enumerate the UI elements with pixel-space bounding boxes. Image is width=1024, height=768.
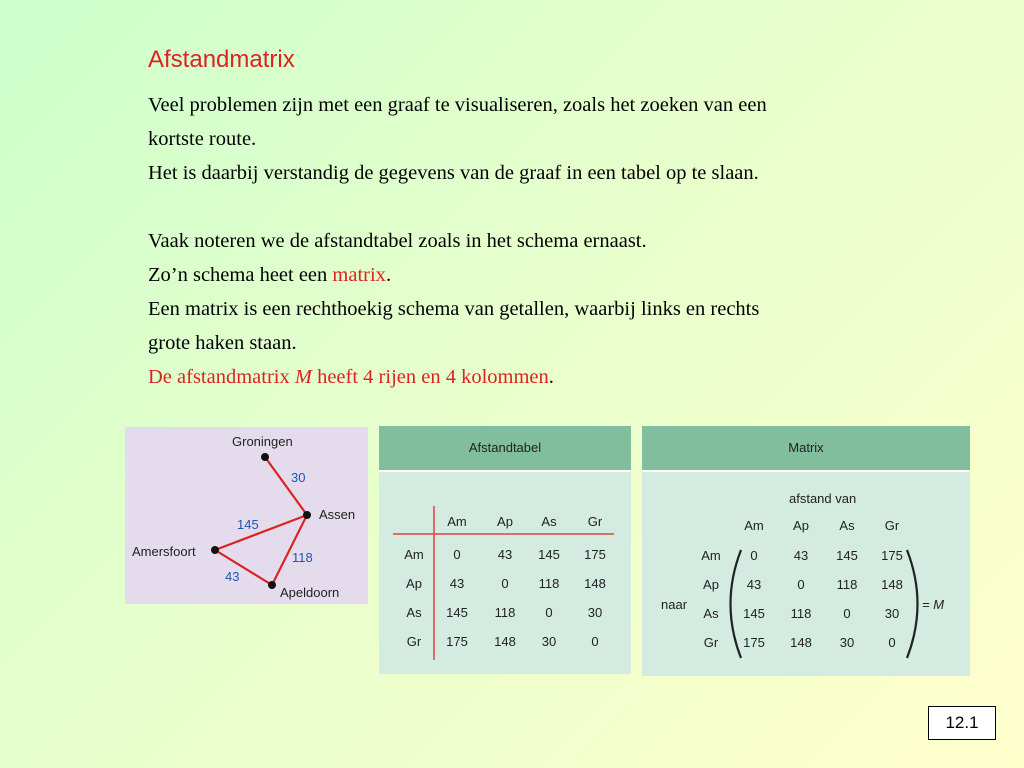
edge-groningen-assen: [265, 457, 307, 515]
matrix-cell: 118: [790, 606, 812, 621]
matrix-panel: [642, 426, 970, 676]
matrix-cell: 0: [843, 606, 851, 621]
matrix-cell: 43: [746, 577, 762, 592]
matrix-left-bracket: [731, 550, 742, 658]
afstandtabel-column-header: Gr: [587, 514, 603, 529]
matrix-column-caption: afstand van: [789, 491, 857, 506]
node-assen: [303, 511, 311, 519]
node-apeldoorn: [268, 581, 276, 589]
node-amersfoort: [211, 546, 219, 554]
afstandtabel-cell: 145: [446, 605, 468, 620]
matrix-cell: 175: [881, 548, 903, 563]
distance-amersfoort-assen: 145: [237, 517, 259, 532]
afstandtabel-cell: 0: [545, 605, 553, 620]
distance-groningen-assen: 30: [291, 470, 306, 485]
matrix-cell: 118: [836, 577, 858, 592]
label-assen: Assen: [319, 507, 356, 522]
afstandtabel-cell: 145: [538, 547, 560, 562]
afstandtabel-grid: [379, 472, 631, 674]
label-groningen: Groningen: [232, 434, 293, 449]
afstandtabel-cell: 30: [587, 605, 603, 620]
matrix-result: = M: [922, 597, 945, 612]
afstandtabel-cell: 30: [541, 634, 557, 649]
slide-body: [148, 88, 948, 394]
slide-title: Afstandmatrix: [148, 46, 295, 73]
matrix-row-caption: naar: [661, 597, 688, 612]
afstandtabel-cell: 0: [591, 634, 599, 649]
afstandtabel-row-header: As: [406, 605, 422, 620]
node-groningen: [261, 453, 269, 461]
paragraph-5-line-1: Een matrix is een rechthoekig schema van getallen, waarbij links en rechts: [148, 298, 760, 320]
afstandtabel-cell: 148: [494, 634, 516, 649]
distance-amersfoort-apeldoorn: 43: [225, 569, 240, 584]
paragraph-6-text: De afstandmatrix: [148, 366, 295, 388]
matrix-header: Matrix: [642, 426, 970, 472]
afstandtabel-panel: [379, 426, 631, 674]
afstandtabel-row-header: Gr: [406, 634, 422, 649]
paragraph-6-end: .: [548, 366, 554, 388]
distance-apeldoorn-assen: 118: [292, 550, 313, 565]
label-apeldoorn: Apeldoorn: [280, 585, 340, 600]
afstandtabel-cell: 0: [501, 576, 509, 591]
edge-amersfoort-apeldoorn: [215, 550, 272, 585]
matrix-cell: 43: [793, 548, 809, 563]
matrix-row-header: Ap: [703, 577, 719, 592]
matrix-cell: 30: [839, 635, 855, 650]
matrix-right-bracket: [907, 550, 918, 658]
afstandtabel-cell: 175: [584, 547, 606, 562]
paragraph-5-line-2: grote haken staan.: [148, 332, 297, 354]
paragraph-6-rest: heeft 4 rijen en 4 kolommen: [311, 366, 549, 388]
paragraph-4-end: .: [385, 264, 392, 286]
matrix-variable: M: [294, 366, 312, 388]
matrix-cell: 145: [836, 548, 858, 563]
paragraph-2: Het is daarbij verstandig de gegevens van de graaf in een tabel op te slaan.: [148, 162, 759, 184]
graph-panel: [125, 427, 368, 604]
afstandtabel-column-header: Ap: [497, 514, 513, 529]
paragraph-4-text: Zo’n schema heet een: [148, 264, 333, 286]
matrix-cell: 145: [743, 606, 765, 621]
matrix-cell: 148: [790, 635, 812, 650]
paragraph-1-line-1: Veel problemen zijn met een graaf te visualiseren, zoals het zoeken van een: [148, 94, 767, 116]
afstandtabel-cell: 118: [538, 576, 560, 591]
afstandtabel-column-header: Am: [447, 514, 467, 529]
paragraph-1-line-2: kortste route.: [148, 128, 257, 150]
matrix-column-header: Gr: [884, 518, 900, 533]
matrix-row-header: Am: [701, 548, 721, 563]
matrix-column-header: As: [839, 518, 855, 533]
afstandtabel-header: Afstandtabel: [379, 426, 631, 472]
matrix-cell: 175: [743, 635, 765, 650]
paragraph-3: Vaak noteren we de afstandtabel zoals in het schema ernaast.: [148, 230, 647, 252]
afstandtabel-row-header: Ap: [406, 576, 422, 591]
matrix-row-header: As: [703, 606, 719, 621]
paragraph-4: [148, 258, 948, 292]
matrix-column-header: Ap: [793, 518, 809, 533]
matrix-cell: 0: [797, 577, 805, 592]
afstandtabel-cell: 43: [497, 547, 513, 562]
label-amersfoort: Amersfoort: [132, 544, 196, 559]
afstandtabel-cell: 43: [449, 576, 465, 591]
matrix-row-header: Gr: [703, 635, 719, 650]
matrix-cell: 0: [750, 548, 758, 563]
term-matrix: matrix: [332, 264, 386, 286]
afstandtabel-cell: 118: [494, 605, 516, 620]
afstandtabel-cell: 175: [446, 634, 468, 649]
paragraph-6: [148, 360, 948, 394]
matrix-column-header: Am: [744, 518, 764, 533]
route-graph: [125, 427, 368, 604]
afstandtabel-column-header: As: [541, 514, 557, 529]
paragraph-gap: [148, 190, 948, 224]
matrix-grid: [642, 472, 970, 676]
matrix-cell: 148: [881, 577, 903, 592]
afstandtabel-cell: 148: [584, 576, 606, 591]
slide-number: 12.1: [928, 706, 996, 740]
afstandtabel-cell: 0: [453, 547, 461, 562]
matrix-cell: 0: [888, 635, 896, 650]
matrix-cell: 30: [884, 606, 900, 621]
afstandtabel-row-header: Am: [404, 547, 424, 562]
